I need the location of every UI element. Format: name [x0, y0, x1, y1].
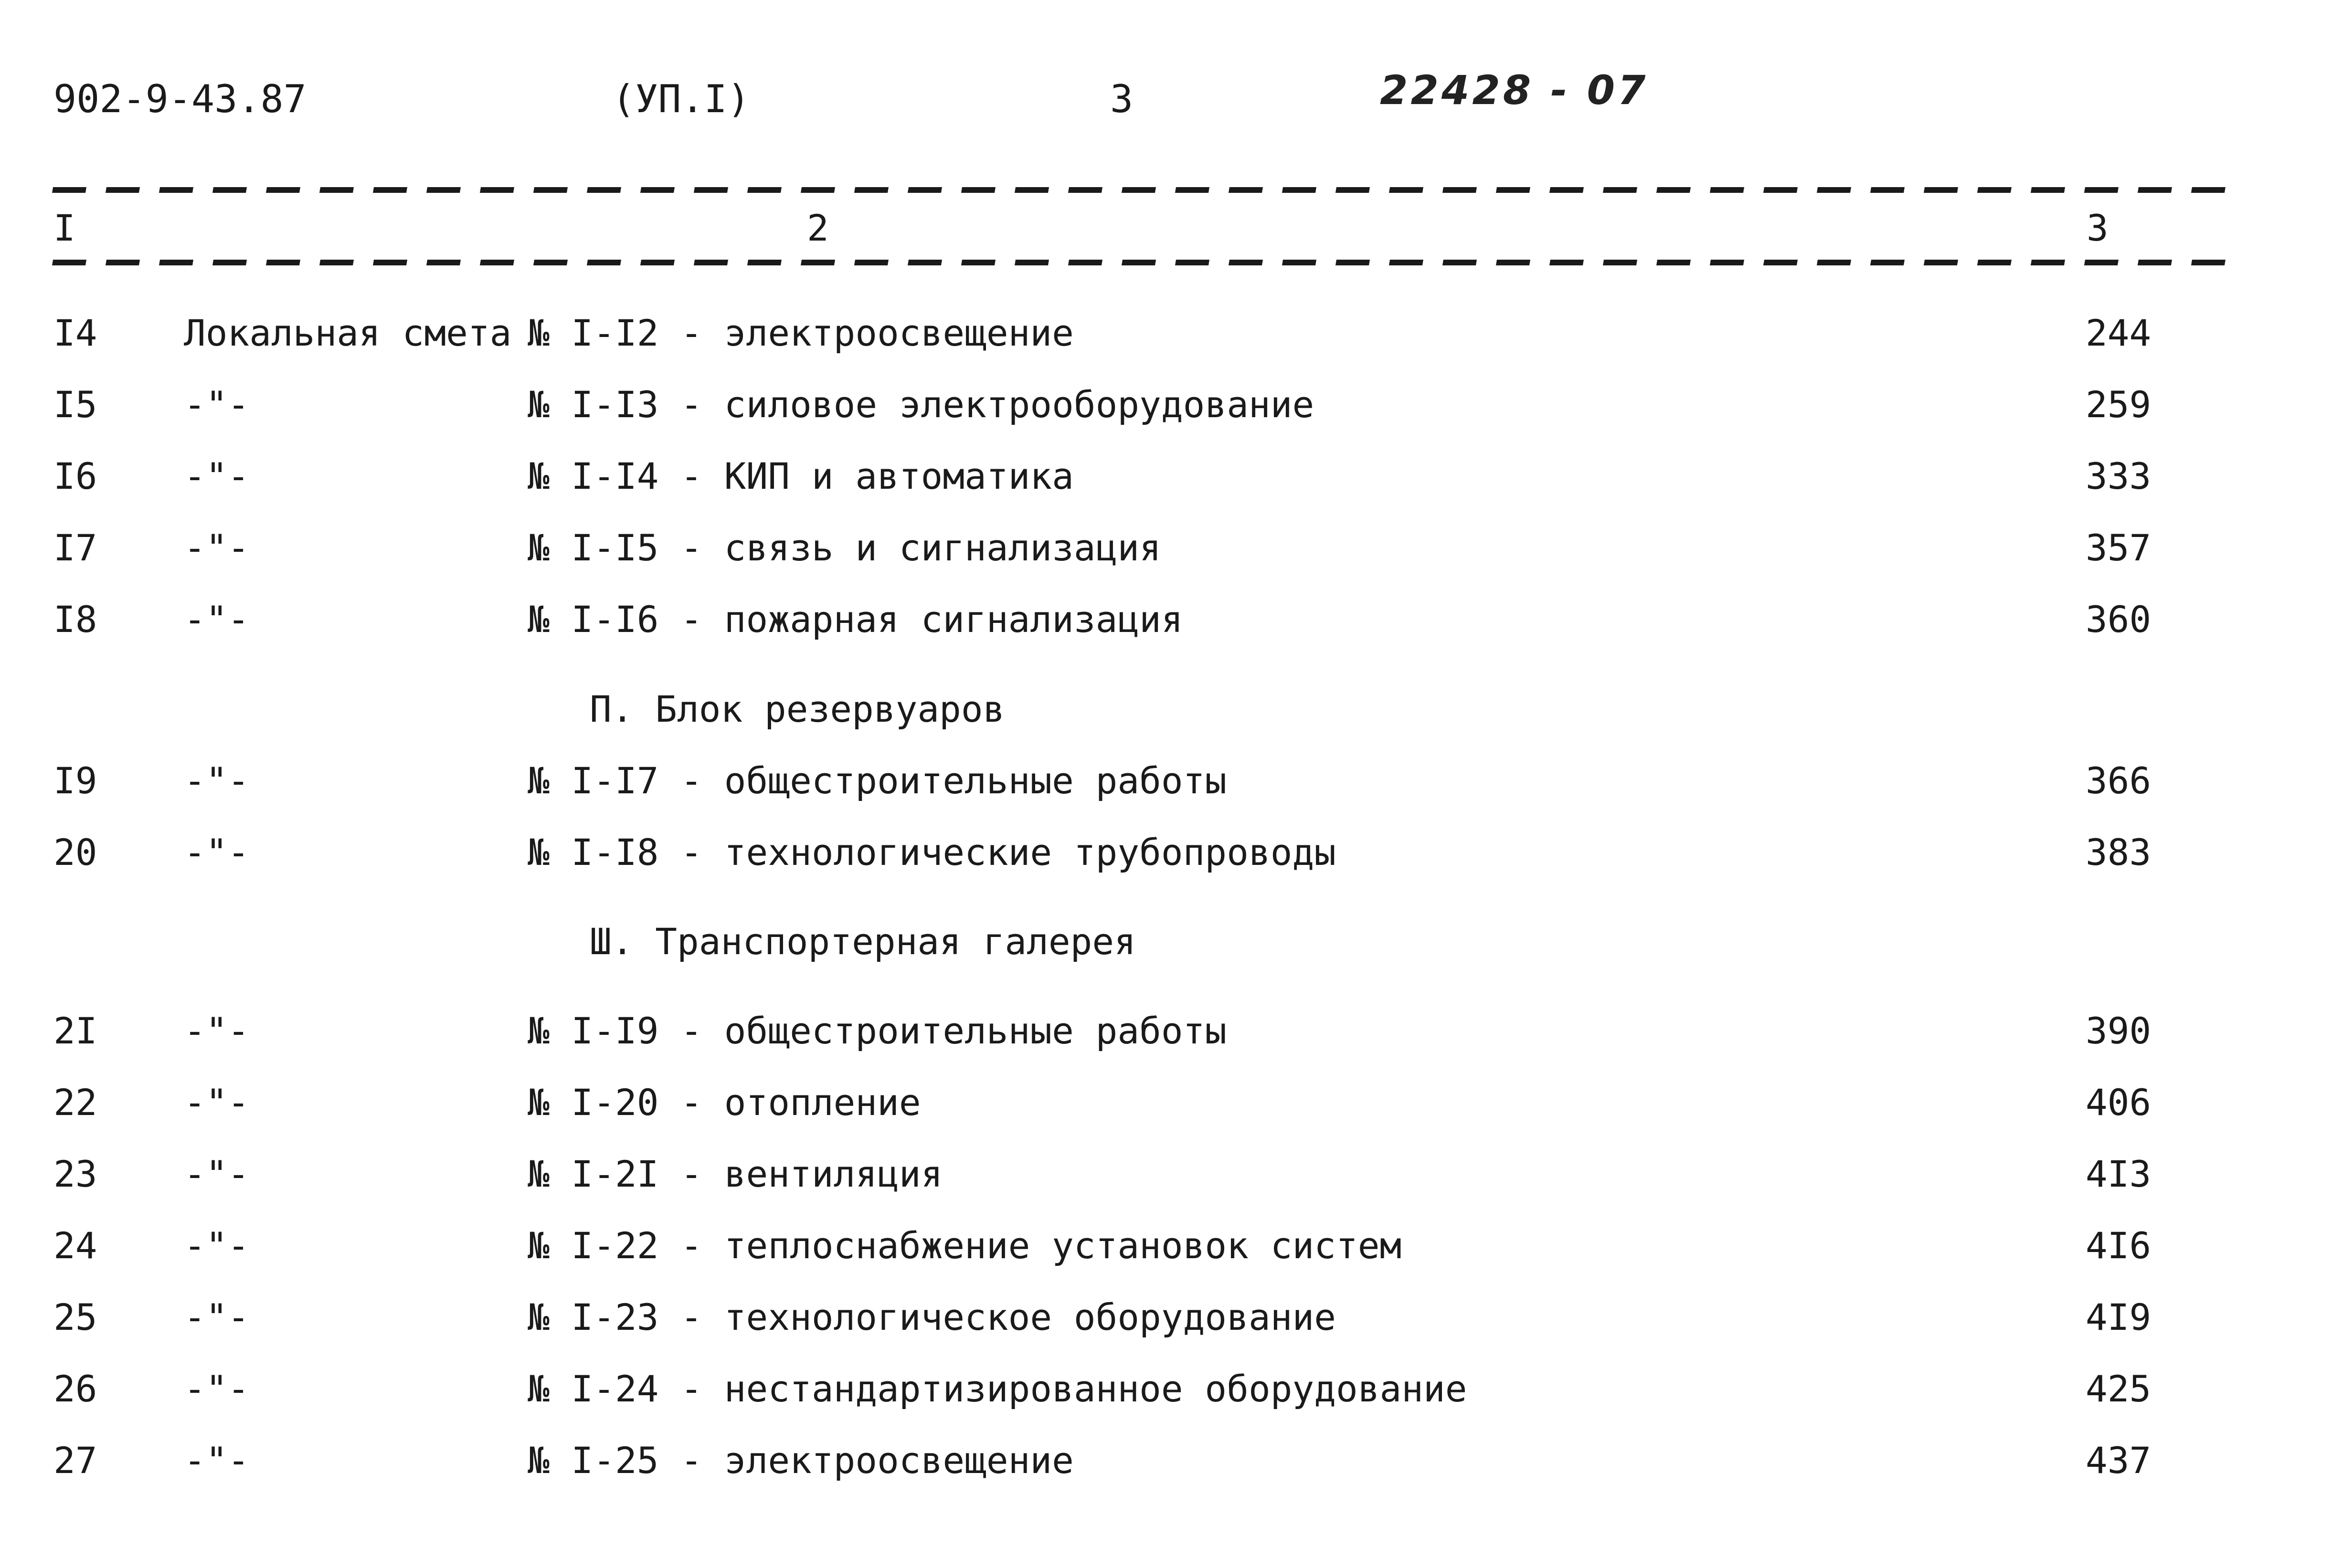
row-item: № I-25 - электроосвещение: [528, 1439, 1074, 1482]
row-label: -"-: [184, 1368, 250, 1410]
column-header-3: 3: [2087, 207, 2108, 249]
row-item: № I-20 - отопление: [528, 1081, 921, 1124]
row-label: -"-: [184, 1081, 250, 1124]
row-label: -"-: [184, 1010, 250, 1052]
row-number: 20: [53, 831, 97, 873]
volume-label: (УП.I): [612, 77, 750, 121]
row-page: 4I3: [2086, 1153, 2151, 1195]
row-item: № I-2I - вентиляция: [528, 1153, 943, 1195]
row-page: 333: [2086, 455, 2151, 497]
row-item: № I-I7 - общестроительные работы: [528, 759, 1227, 802]
row-number: 27: [53, 1439, 97, 1482]
row-label: -"-: [184, 598, 250, 641]
row-item: № I-I6 - пожарная сигнализация: [528, 598, 1183, 641]
row-page: 366: [2086, 759, 2151, 802]
document-code: 902-9-43.87: [53, 77, 307, 121]
dashed-rule-bottom: [52, 260, 2245, 265]
row-number: 25: [53, 1296, 97, 1338]
row-number: 23: [53, 1153, 97, 1195]
row-label: -"-: [184, 455, 250, 497]
row-number: I4: [53, 312, 97, 354]
row-number: 26: [53, 1368, 97, 1410]
row-label: -"-: [184, 383, 250, 426]
handwritten-stamp: 22428 - 07: [1380, 67, 1649, 114]
row-item: № I-I2 - электроосвещение: [528, 312, 1074, 354]
row-item: № I-I8 - технологические трубопроводы: [528, 831, 1336, 873]
row-page: 425: [2086, 1368, 2151, 1410]
section-heading-reservoirs: П. Блок резервуаров: [590, 688, 1005, 730]
row-page: 244: [2086, 312, 2151, 354]
row-item: № I-I3 - силовое электрооборудование: [528, 383, 1314, 426]
row-number: 22: [53, 1081, 97, 1124]
row-label: -"-: [184, 526, 250, 569]
row-number: I9: [53, 759, 97, 802]
row-number: 2I: [53, 1010, 97, 1052]
row-item: № I-22 - теплоснабжение установок систем: [528, 1224, 1402, 1267]
row-label: -"-: [184, 831, 250, 873]
row-page: 383: [2086, 831, 2151, 873]
row-number: 24: [53, 1224, 97, 1267]
row-label: -"-: [184, 1153, 250, 1195]
row-page: 360: [2086, 598, 2151, 641]
row-page: 4I6: [2086, 1224, 2151, 1267]
row-item: № I-I4 - КИП и автоматика: [528, 455, 1074, 497]
row-page: 259: [2086, 383, 2151, 426]
row-page: 4I9: [2086, 1296, 2151, 1338]
row-item: № I-24 - нестандартизированное оборудование: [528, 1368, 1467, 1410]
section-heading-conveyor-gallery: Ш. Транспортерная галерея: [590, 920, 1136, 963]
page-number: 3: [1110, 77, 1134, 121]
row-label: -"-: [184, 1439, 250, 1482]
column-header-2: 2: [807, 207, 829, 249]
row-number: I5: [53, 383, 97, 426]
row-page: 437: [2086, 1439, 2151, 1482]
row-item: № I-I5 - связь и сигнализация: [528, 526, 1161, 569]
row-label: Локальная смета: [184, 312, 512, 354]
row-number: I6: [53, 455, 97, 497]
row-number: I7: [53, 526, 97, 569]
row-label: -"-: [184, 759, 250, 802]
dashed-rule-top: [52, 187, 2245, 193]
column-header-1: I: [53, 207, 75, 249]
row-item: № I-23 - технологическое оборудование: [528, 1296, 1336, 1338]
row-item: № I-I9 - общестроительные работы: [528, 1010, 1227, 1052]
row-page: 357: [2086, 526, 2151, 569]
row-label: -"-: [184, 1224, 250, 1267]
row-label: -"-: [184, 1296, 250, 1338]
row-page: 390: [2086, 1010, 2151, 1052]
row-number: I8: [53, 598, 97, 641]
row-page: 406: [2086, 1081, 2151, 1124]
